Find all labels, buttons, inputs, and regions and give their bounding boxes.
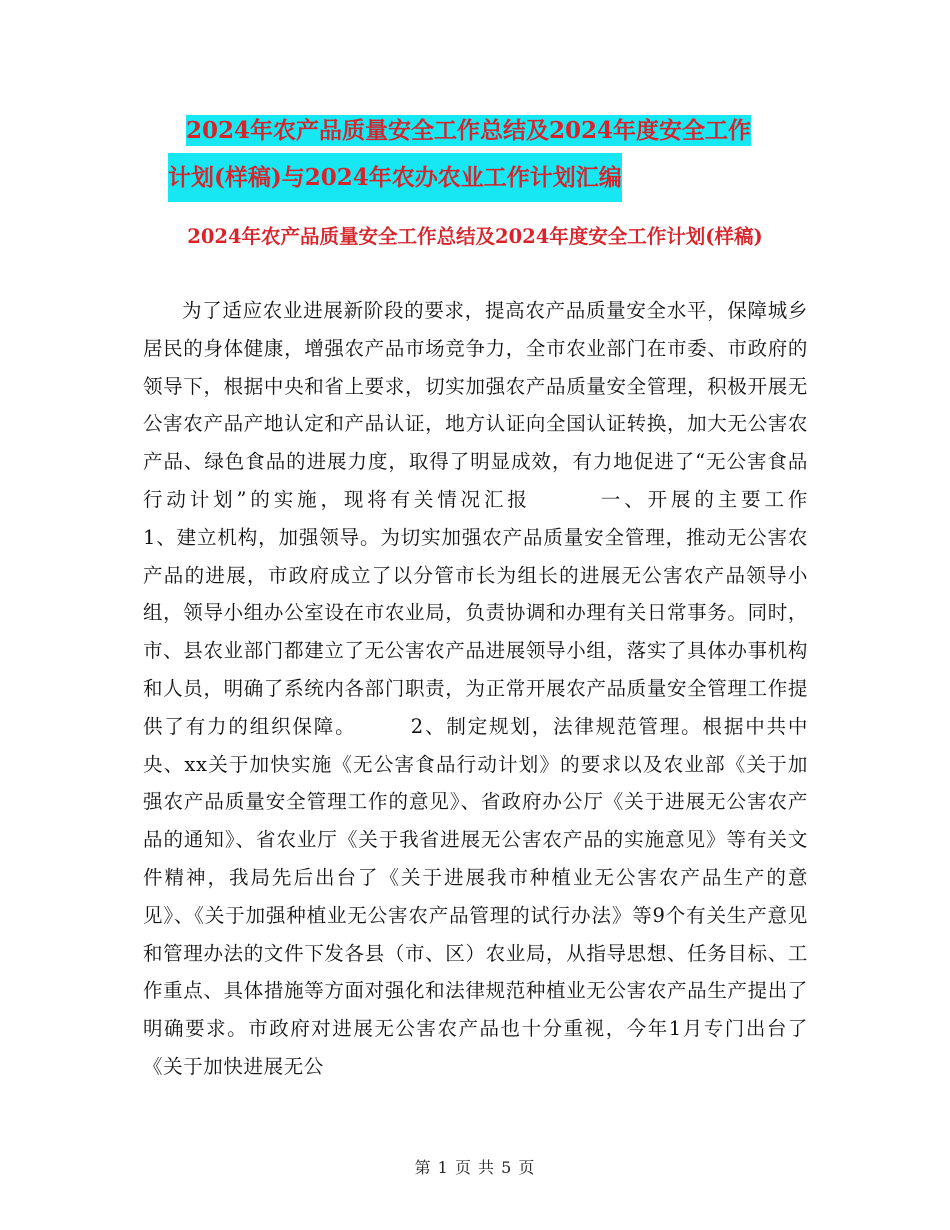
footer-prefix: 第 <box>414 1158 432 1177</box>
footer-suffix: 页 <box>518 1158 536 1177</box>
body-paragraph: 为了适应农业进展新阶段的要求，提高农产品质量安全水平，保障城乡居民的身体健康，增强农产品市场竞争力，全市农业部门在市委、市政府的领导下，根据中央和省上要求，切实加强农产品质量安全管理，积极开展无公害农产品产地认定和产品认证，地方认证向全国认证转换，加大无公害农产品、绿色食品的进展力度，取得了明显成效，有力地促进了“无公害食品行动计划”的实施，现将有关情况汇报 一、开展的主要工作 1、建立机构，加强领导。为切实加强农产品质量安全管理，推动无公害农产品的进展，市政府成立了以分管市长为组长的进展无公害农产品领导小组，领导小组办公室设在市农业局，负责协调和办理有关日常事务。同时，市、县农业部门都建立了无公害农产品进展领导小组，落实了具体办事机构和人员，明确了系统内各部门职责，为正常开展农产品质量安全管理工作提供了有力的组织保障。 2、制定规划，法律规范管理。根据中共中央、xx关于加快实施《无公害食品行动计划》的要求以及农业部《关于加强农产品质量安全管理工作的意见》、省政府办公厅《关于进展无公害农产品的通知》、省农业厅《关于我省进展无公害农产品的实施意见》等有关文件精神，我局先后出台了《关于进展我市种植业无公害农产品生产的意见》、《关于加强种植业无公害农产品管理的试行办法》等9个有关生产意见和管理办法的文件下发各县（市、区）农业局，从指导思想、任务目标、工作重点、具体措施等方面对强化和法律规范种植业无公害农产品生产提出了明确要求。市政府对进展无公害农产品也十分重视，今年1月专门出台了《关于加快进展无公 <box>143 299 869 1078</box>
document-title-line-2: 计划(样稿)与2024年农办农业工作计划汇编 <box>168 153 622 202</box>
footer-total-pages: 5 <box>501 1158 513 1177</box>
document-title <box>168 108 816 202</box>
footer-page-number: 1 <box>437 1158 449 1177</box>
document-title-line-1: 2024年农产品质量安全工作总结及2024年度安全工作 <box>186 117 752 144</box>
page-footer <box>0 1155 950 1178</box>
footer-middle: 页 共 <box>454 1158 496 1177</box>
section-title: 2024年农产品质量安全工作总结及2024年度安全工作计划(样稿) <box>187 225 763 248</box>
